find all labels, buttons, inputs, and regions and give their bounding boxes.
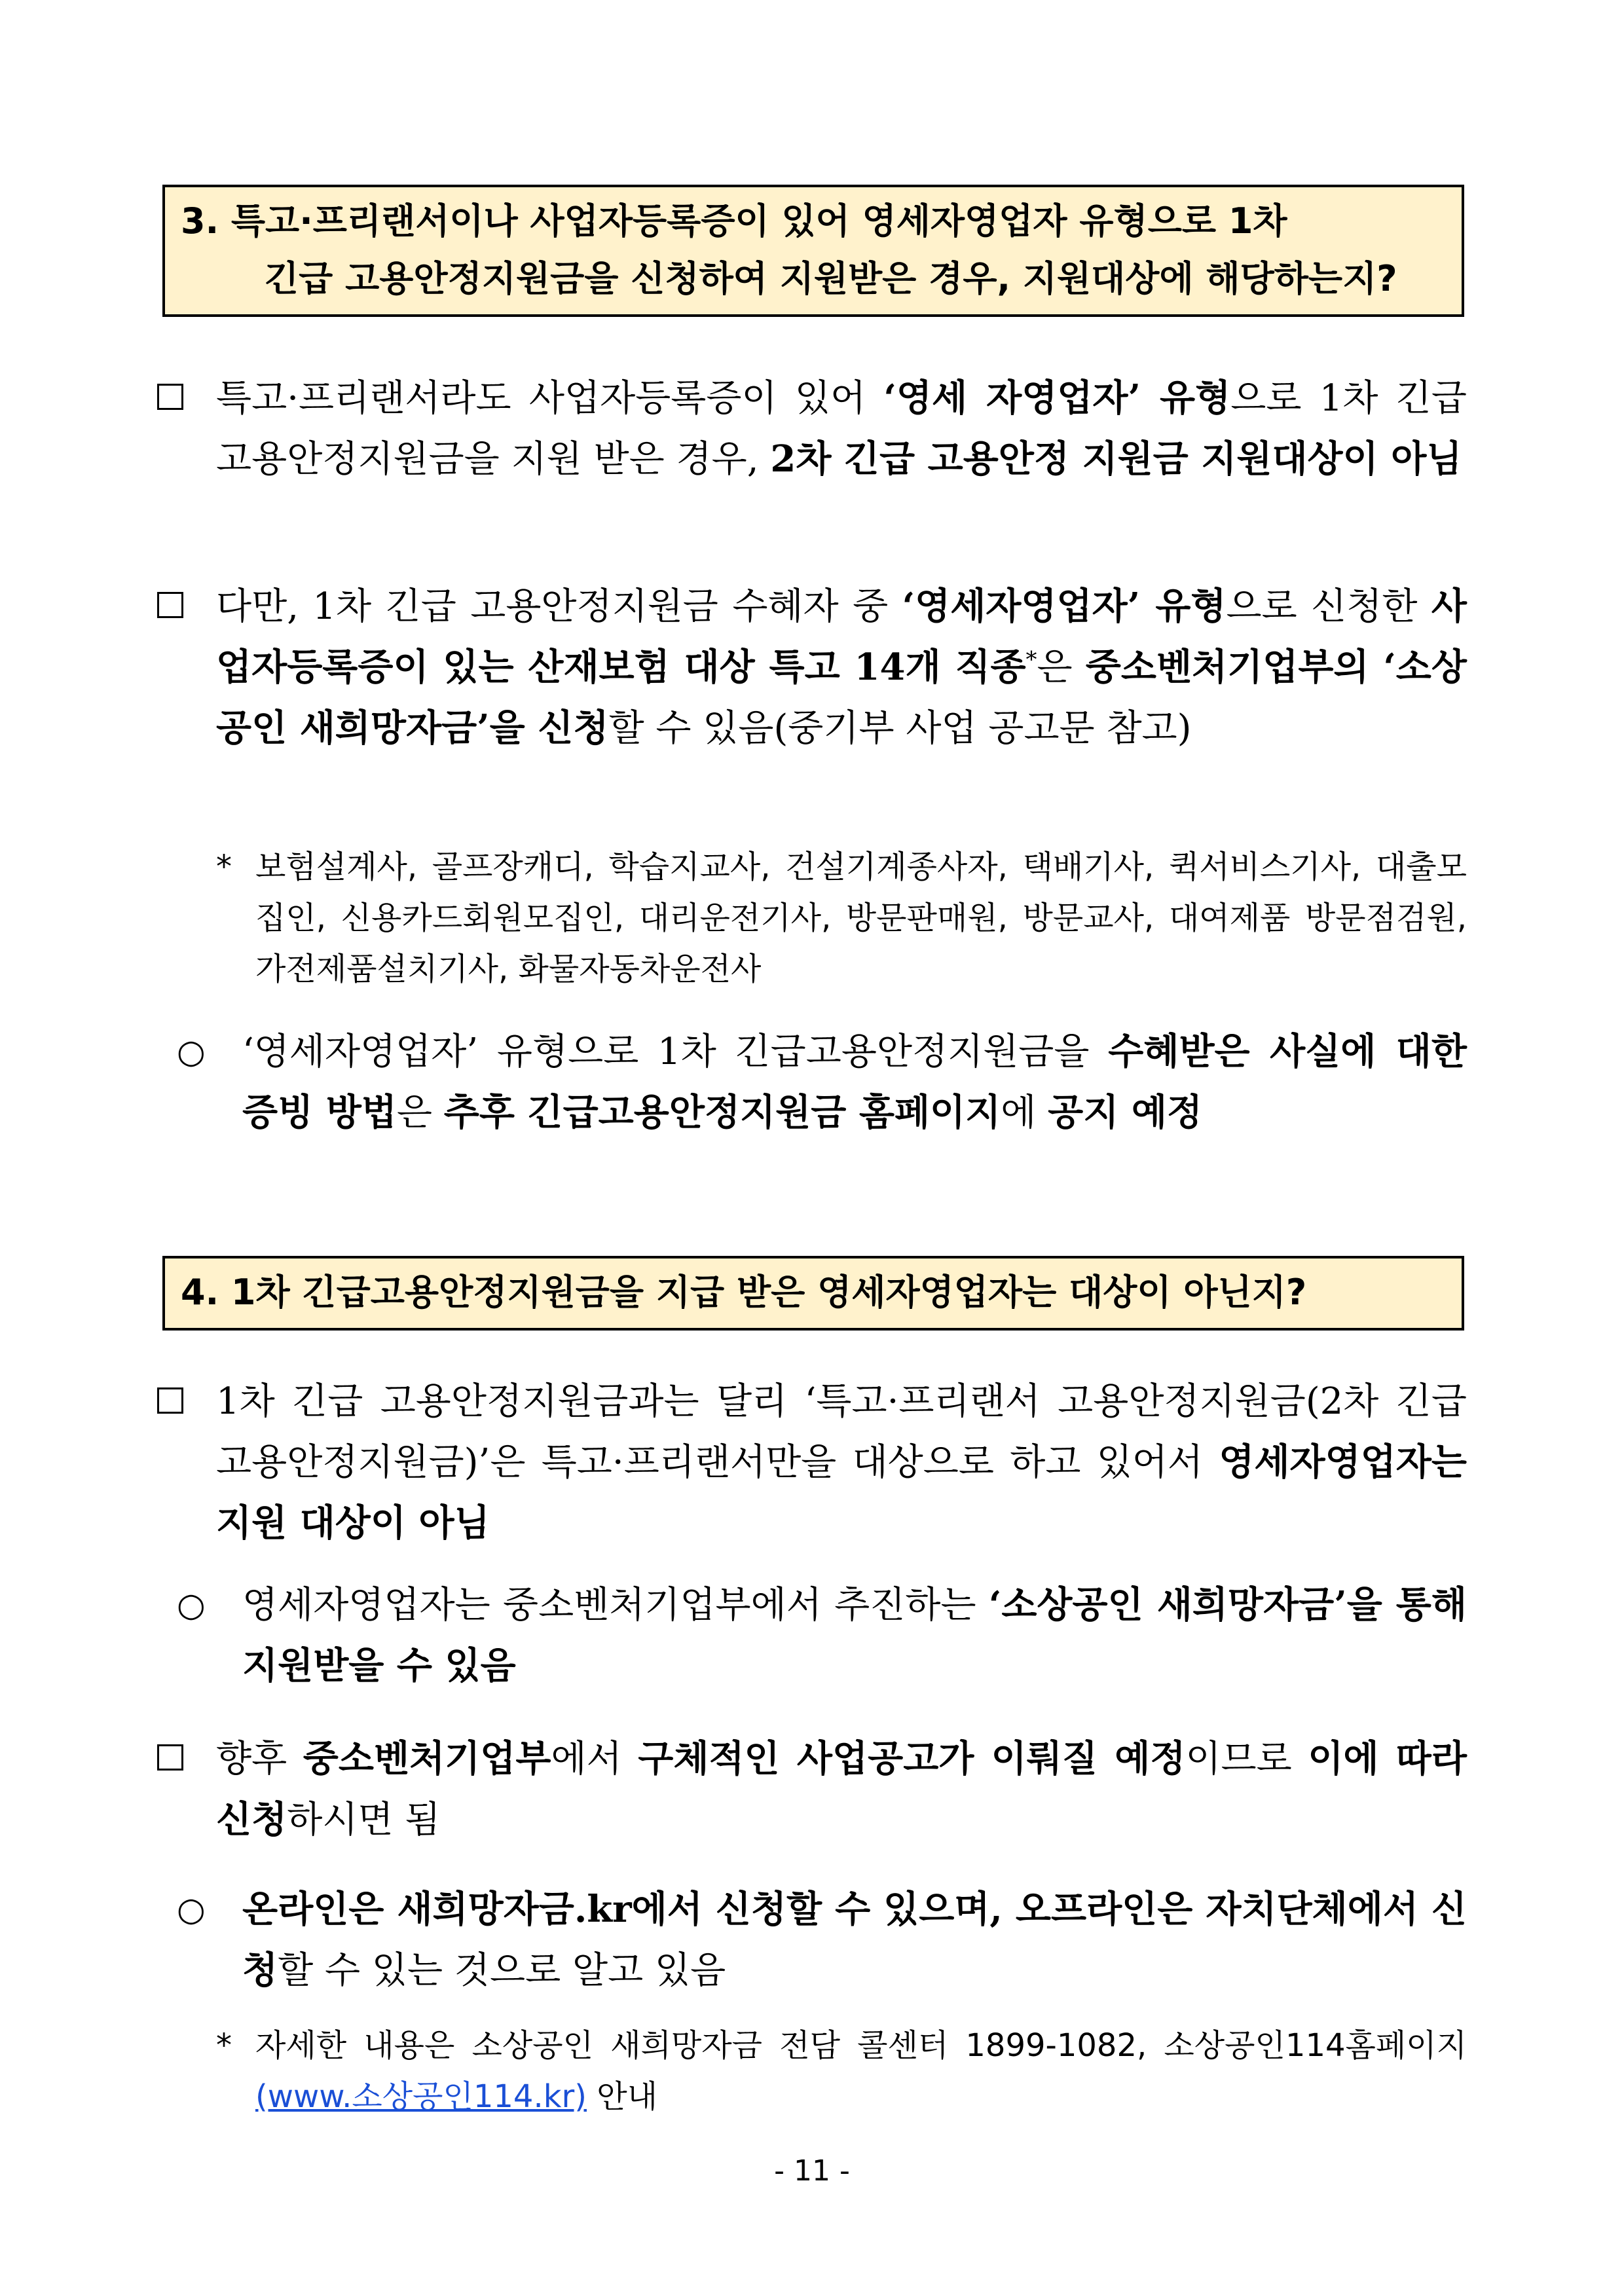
answer-3-item-2 — [157, 576, 1467, 759]
page-number: - 11 - — [774, 2154, 850, 2188]
answer-4-item-4 — [157, 1879, 1467, 2001]
footnote-3 — [216, 841, 1467, 995]
answer-4-item-3-text: 향후 중소벤처기업부에서 구체적인 사업공고가 이뤄질 예정이므로 이에 따라 신청하시면 됨 — [216, 1737, 1467, 1841]
circle-bullet-icon: ○ — [177, 1890, 206, 1928]
answer-4-item-2-text: 영세자영업자는 중소벤처기업부에서 추진하는 ‘소상공인 새희망자금’을 통해 지원받을 수 있음 — [242, 1583, 1467, 1687]
answer-3-item-1-text: 특고·프리랜서라도 사업자등록증이 있어 ‘영세 자영업자’ 유형으로 1차 긴급 고용안정지원금을 지원 받은 경우, 2차 긴급 고용안정 지원금 지원대상이 아님 — [216, 376, 1467, 481]
circle-bullet-icon: ○ — [177, 1586, 206, 1624]
footnote-asterisk: * — [216, 2027, 232, 2064]
answer-3-item-2-text: 다만, 1차 긴급 고용안정지원금 수혜자 중 ‘영세자영업자’ 유형으로 신청한 사업자등록증이 있는 산재보험 대상 특고 14개 직종*은 중소벤처기업부의 ‘소상공인 새희망자금’을 신청할 수 있음(중기부 사업 공고문 참고) — [216, 585, 1467, 750]
answer-4-item-2 — [157, 1575, 1467, 1697]
question-3-line-2: 긴급 고용안정지원금을 신청하여 지원받은 경우, 지원대상에 해당하는지? — [265, 258, 1397, 299]
checkbox-square-icon — [157, 1372, 216, 1432]
footnote-3-text: 보험설계사, 골프장캐디, 학습지교사, 건설기계종사자, 택배기사, 퀵서비스기사, 대출모집인, 신용카드회원모집인, 대리운전기사, 방문판매원, 방문교사, 대여제품 방문점검원, 가전제품설치기사, 화물자동차운전사 — [255, 849, 1467, 987]
question-3-line-1: 3. 특고·프리랜서이나 사업자등록증이 있어 영세자영업자 유형으로 1차 — [181, 200, 1287, 242]
footnote-asterisk: * — [216, 849, 232, 885]
answer-3-item-3-text: ‘영세자영업자’ 유형으로 1차 긴급고용안정지원금을 수혜받은 사실에 대한 증빙 방법은 추후 긴급고용안정지원금 홈페이지에 공지 예정 — [242, 1030, 1467, 1134]
question-4-box — [162, 1256, 1464, 1331]
answer-4-item-4-text: 온라인은 새희망자금.kr에서 신청할 수 있으며, 오프라인은 자치단체에서 신청할 수 있는 것으로 알고 있음 — [242, 1888, 1467, 1992]
footnote-4 — [216, 2020, 1467, 2122]
answer-3-item-1 — [157, 368, 1467, 490]
answer-4-item-3 — [157, 1729, 1467, 1850]
checkbox-square-icon — [157, 576, 216, 636]
answer-4-item-1-text: 1차 긴급 고용안정지원금과는 달리 ‘특고·프리랜서 고용안정지원금(2차 긴급 고용안정지원금)’은 특고·프리랜서만을 대상으로 하고 있어서 영세자영업자는 지원 대상이 아님 — [216, 1380, 1467, 1545]
website-link[interactable]: (www.소상공인114.kr) — [255, 2078, 587, 2115]
question-4-line-1: 4. 1차 긴급고용안정지원금을 지급 받은 영세자영업자는 대상이 아닌지? — [181, 1272, 1307, 1313]
checkbox-square-icon — [157, 368, 216, 428]
footnote-4-text: 자세한 내용은 소상공인 새희망자금 전담 콜센터 1899-1082, 소상공인114홈페이지 (www.소상공인114.kr) 안내 — [255, 2027, 1467, 2115]
circle-bullet-icon: ○ — [177, 1033, 206, 1071]
question-3-box — [162, 185, 1464, 317]
answer-3-item-3 — [157, 1021, 1467, 1143]
checkbox-square-icon — [157, 1729, 216, 1789]
answer-4-item-1 — [157, 1372, 1467, 1554]
